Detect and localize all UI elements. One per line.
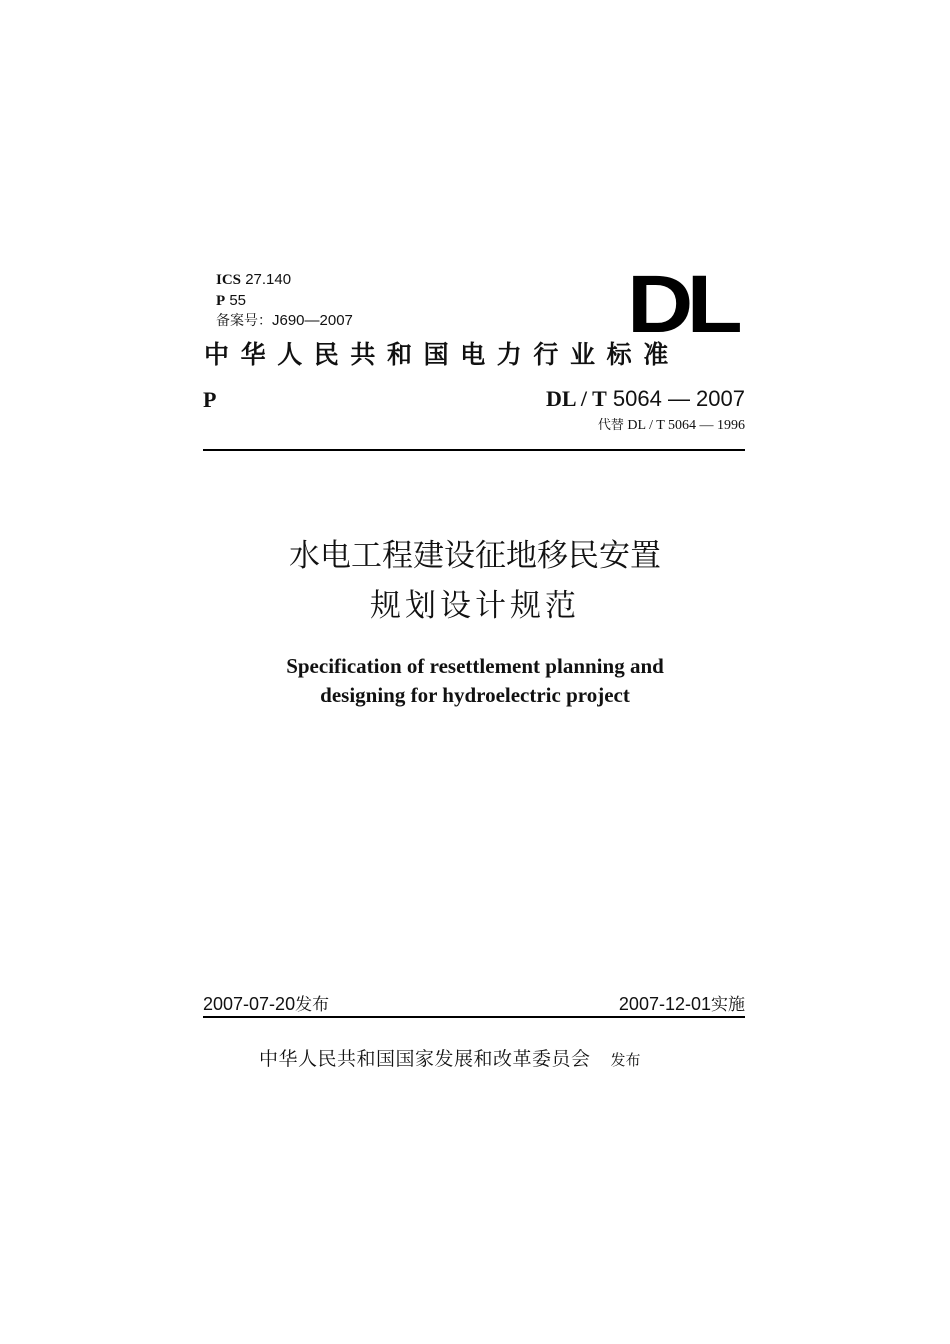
ics-code xyxy=(216,270,353,291)
publish-label: 发布 xyxy=(610,1051,641,1069)
replaces-label: 代替 xyxy=(597,418,624,433)
standard-number xyxy=(546,385,745,413)
classification-codes xyxy=(216,270,353,332)
p-code xyxy=(216,291,353,312)
publisher-name: 中华人民共和国国家发展和改革委员会 xyxy=(259,1048,591,1070)
ics-value: 27.140 xyxy=(245,271,292,288)
filing-value: J690—2007 xyxy=(272,312,353,329)
effective-date-value: 2007-12-01 xyxy=(618,994,711,1014)
english-title-line-1: Specification of resettlement planning and xyxy=(286,654,664,678)
footer-divider xyxy=(203,1016,745,1018)
dl-logo: DL xyxy=(627,259,736,350)
filing-label: 备案号： xyxy=(216,313,272,329)
chinese-title xyxy=(0,531,950,631)
industry-standard-banner: 中华人民共和国电力行业标准 xyxy=(204,340,680,369)
english-title-line-2: designing for hydroelectric project xyxy=(320,683,630,707)
classification-letter: P xyxy=(203,387,217,412)
issued-date xyxy=(203,992,329,1017)
filing-number xyxy=(216,311,353,332)
effective-label: 实施 xyxy=(711,995,745,1015)
issued-date-value: 2007-07-20 xyxy=(203,994,296,1014)
chinese-title-line-1: 水电工程建设征地移民安置 xyxy=(289,538,661,574)
standard-prefix: DL / T xyxy=(546,386,607,411)
header-divider xyxy=(203,449,745,451)
ics-label: ICS xyxy=(216,272,242,288)
p-label: P xyxy=(216,292,226,309)
publisher-line xyxy=(259,1045,641,1074)
replaces-value: DL / T 5064 — 1996 xyxy=(627,418,745,433)
p-value: 55 xyxy=(229,291,247,309)
replaces-standard xyxy=(598,416,745,436)
effective-date xyxy=(619,992,745,1017)
standard-number-value: 5064 — 2007 xyxy=(612,386,745,411)
issued-label: 发布 xyxy=(295,995,330,1015)
english-title xyxy=(0,652,950,710)
chinese-title-line-2: 规划设计规范 xyxy=(370,588,580,624)
